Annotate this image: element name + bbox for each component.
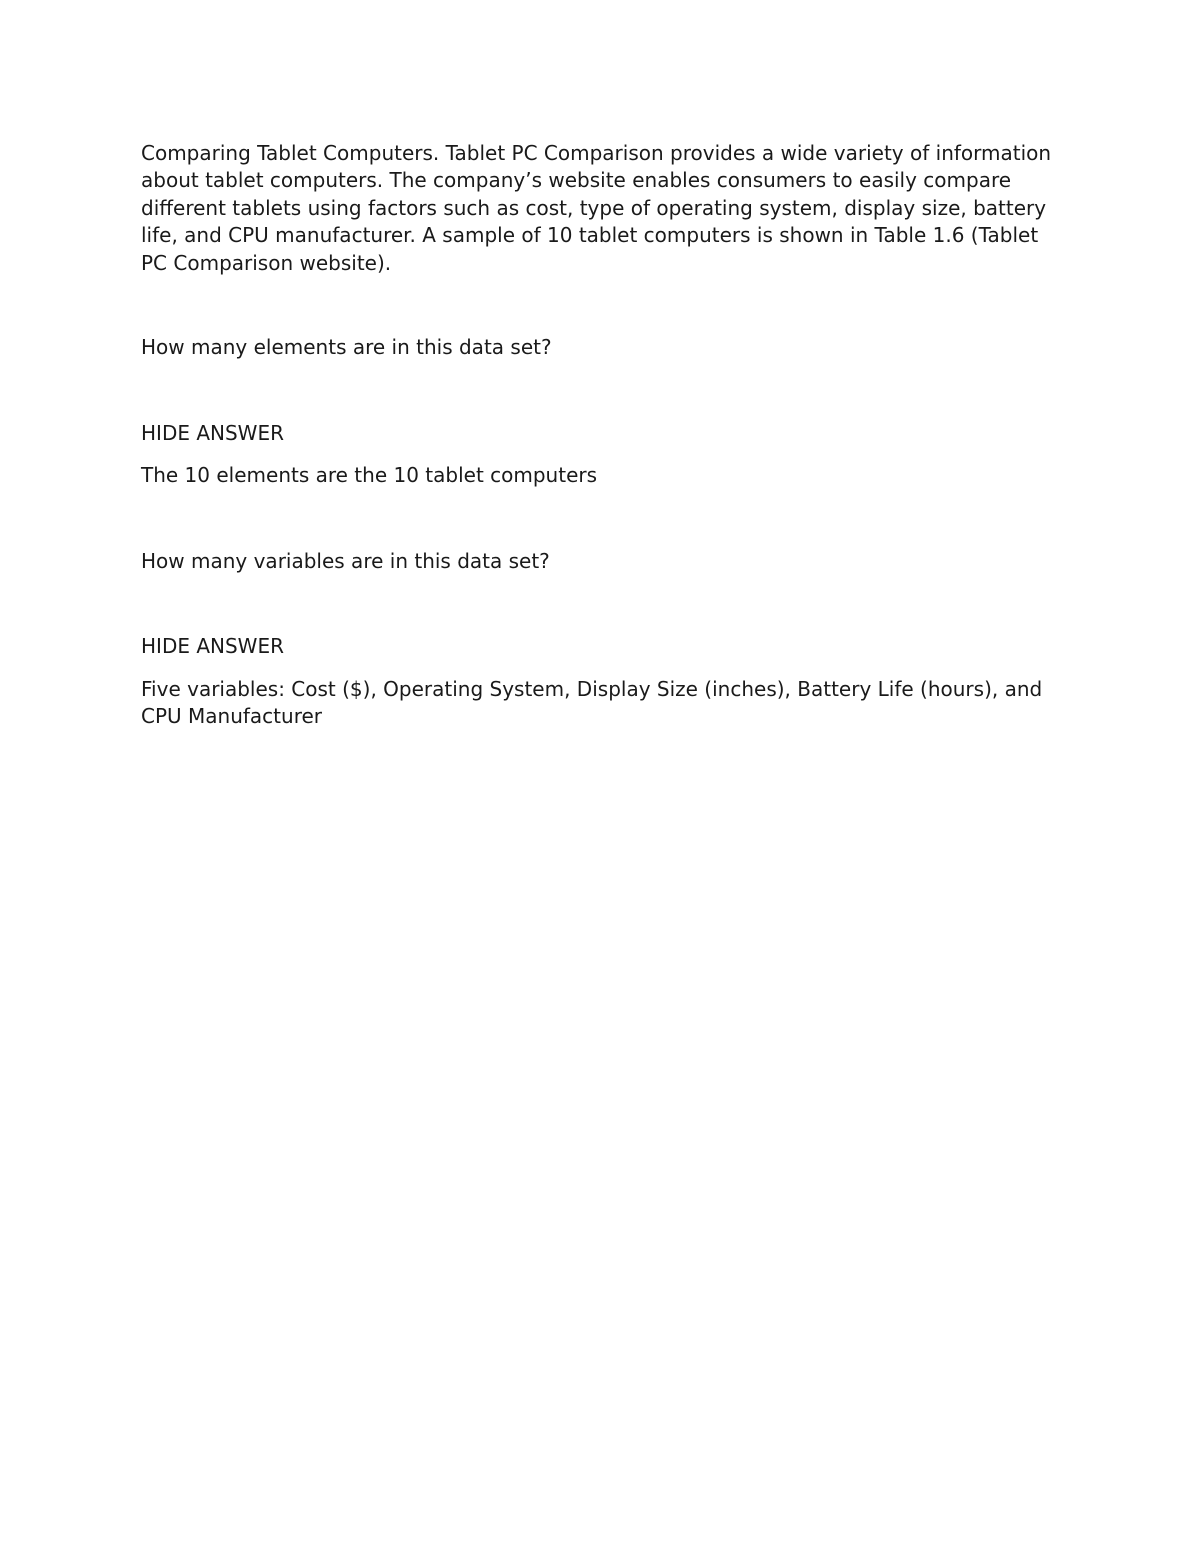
intro-paragraph: Comparing Tablet Computers. Tablet PC Comparison provides a wide variety of information about tablet computers. The company’s website enables consumers to easily compare different tablets using factors such as cost, type of operating system, display size, battery life, and CPU manufacturer. A sample of 10 tablet computers is shown in Table 1.6 (Tablet PC Comparison website). (141, 141, 1052, 275)
hide-answer-toggle-1[interactable]: HIDE ANSWER (141, 421, 284, 445)
question-variables: How many variables are in this data set? (141, 549, 550, 573)
hide-answer-toggle-2[interactable]: HIDE ANSWER (141, 634, 284, 658)
answer-elements: The 10 elements are the 10 tablet computers (141, 463, 598, 487)
question-elements: How many elements are in this data set? (141, 335, 552, 359)
answer-variables: Five variables: Cost ($), Operating System, Display Size (inches), Battery Life (hours), and CPU Manufacturer (141, 677, 1043, 729)
